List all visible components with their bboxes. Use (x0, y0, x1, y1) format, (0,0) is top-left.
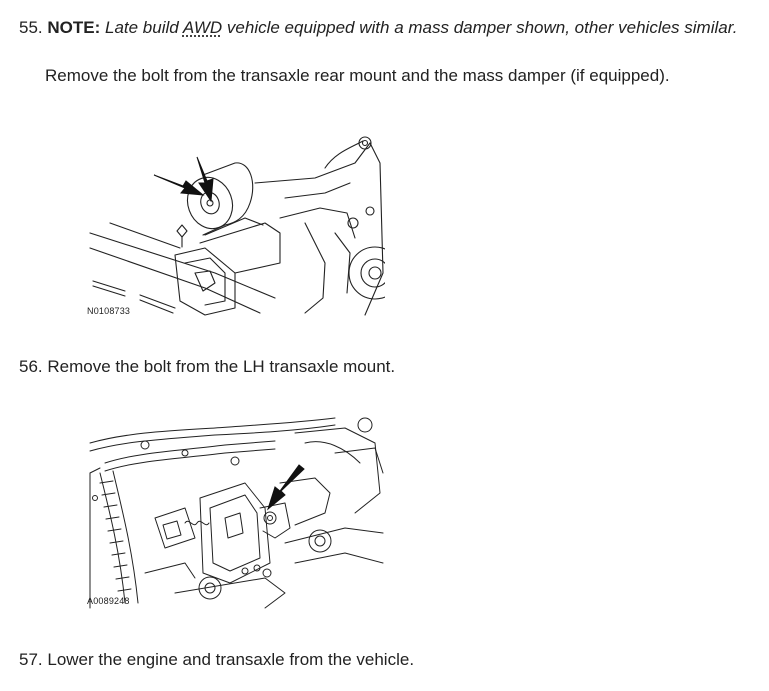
step-number: 57. (19, 650, 43, 669)
step-number: 56. (19, 357, 43, 376)
step-57-instruction (19, 649, 414, 671)
note-text (105, 18, 737, 37)
figure-caption-a0089248: A0089248 (87, 596, 130, 606)
awd-abbreviation: AWD (182, 18, 223, 37)
lh-transaxle-mount-illustration (85, 413, 385, 611)
step-56-instruction (19, 356, 395, 378)
step-number: 55. (19, 18, 43, 37)
step-55-note (19, 17, 737, 39)
step-55-instruction: Remove the bolt from the transaxle rear mount and the mass damper (if equipped). (45, 66, 670, 85)
figure-caption-n0108733: N0108733 (87, 306, 131, 316)
step-text: Remove the bolt from the LH transaxle mount. (47, 357, 396, 376)
lh-transaxle-mount-drawing (85, 413, 385, 611)
step-text: Lower the engine and transaxle from the vehicle. (47, 650, 415, 669)
transaxle-rear-mount-drawing (85, 123, 385, 321)
note-text-after: vehicle equipped with a mass damper shown, other vehicles similar. (222, 18, 738, 37)
note-text-before: Late build (105, 18, 183, 37)
note-label: NOTE: (47, 18, 101, 37)
transaxle-rear-mount-illustration (85, 123, 385, 321)
